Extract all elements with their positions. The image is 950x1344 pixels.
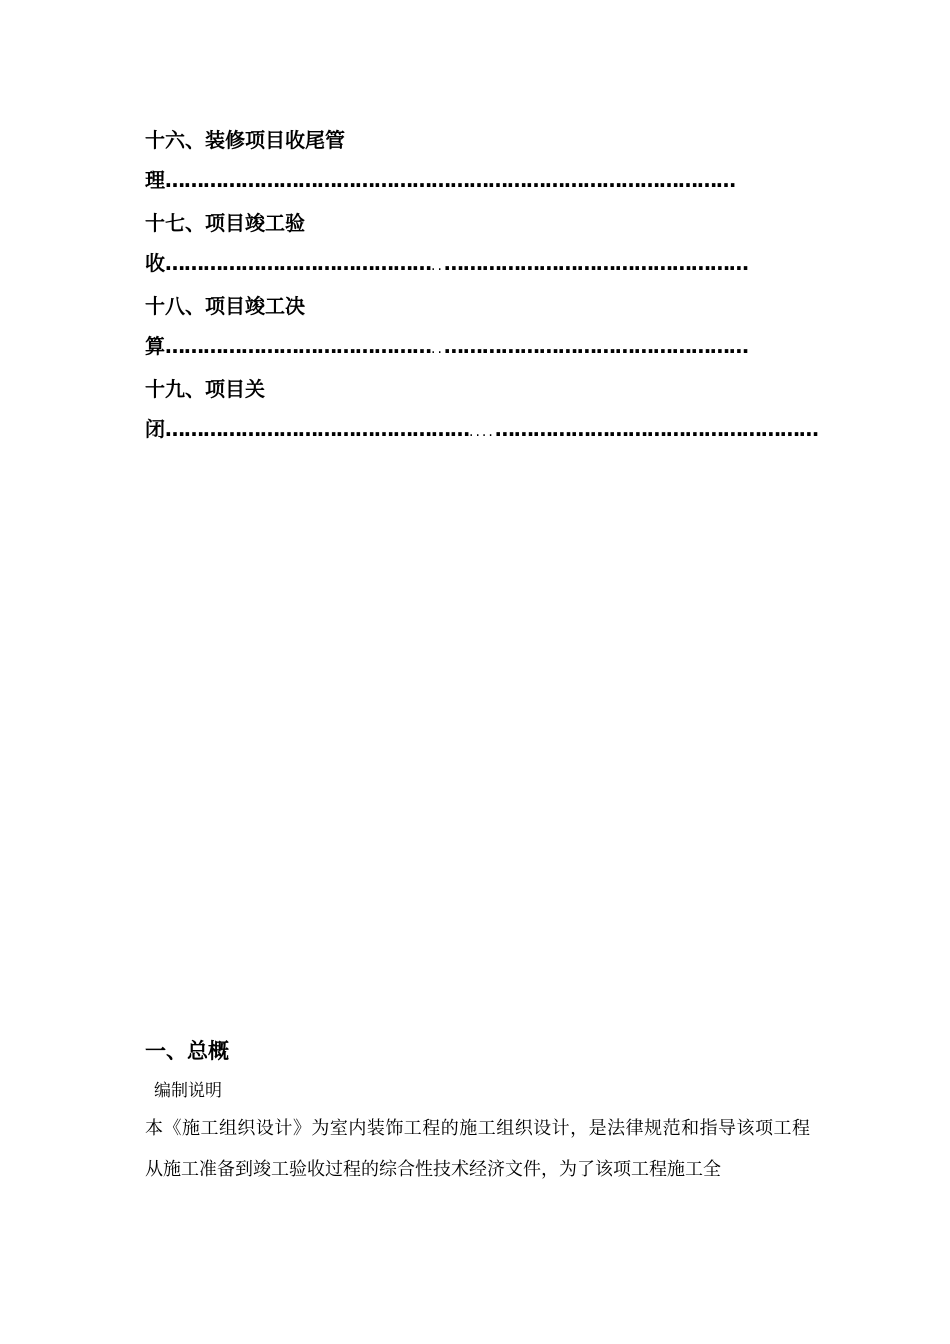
toc-entry-18[interactable] <box>145 286 810 369</box>
toc-leader-dots: …………………………………………… <box>494 417 818 441</box>
toc-leader-dots: ………………………………… <box>165 168 412 192</box>
toc-entry-17[interactable] <box>145 203 810 286</box>
toc-leader-mid: .. <box>431 341 444 357</box>
section-heading: 一、总概 <box>145 1039 229 1063</box>
body-paragraph: 本《施工组织设计》为室内装饰工程的施工组织设计，是法律规范和指导该项工程从施工准备到竣工验收过程的综合性技术经济文件，为了该项工程施工全 <box>145 1118 810 1180</box>
toc-leader-dots: ………………………………………… <box>165 417 469 441</box>
table-of-contents <box>145 120 818 452</box>
toc-leader-dots: …………………………………… <box>165 251 431 275</box>
toc-entry-title: 十六、装修项目收尾管理 <box>145 128 345 192</box>
toc-entry-19[interactable] <box>145 369 818 452</box>
toc-entry-title: 十七、项目竣工验收 <box>145 211 305 275</box>
toc-leader-mid: .... <box>469 424 495 440</box>
toc-leader-dots: …………………………………… <box>165 334 431 358</box>
toc-entry-title: 十八、项目竣工决算 <box>145 294 305 358</box>
section-subheading: 编制说明 <box>154 1081 222 1101</box>
toc-entry-16[interactable] <box>145 120 810 203</box>
toc-leader-dots: …………………………………………… <box>412 168 735 192</box>
toc-entry-title: 十九、项目关闭 <box>145 377 265 441</box>
toc-leader-dots: ………………………………………… <box>443 334 748 358</box>
toc-leader-dots: ………………………………………… <box>443 251 748 275</box>
toc-leader-mid: .. <box>431 258 444 274</box>
